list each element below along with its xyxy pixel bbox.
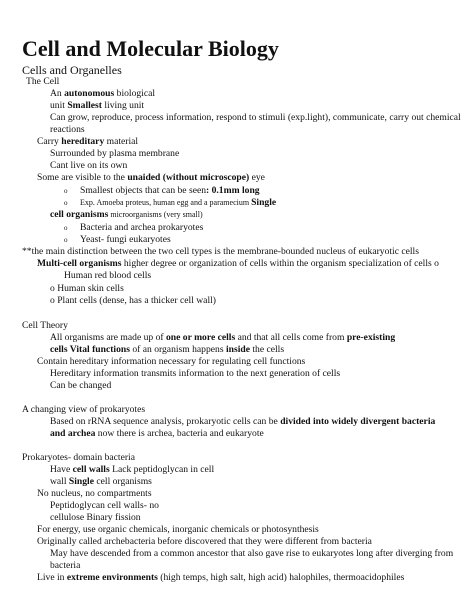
text-run: (high temps, high salt, high acid) halophiles, thermoacidophiles <box>157 572 405 583</box>
text-line <box>50 344 284 356</box>
text-run: and that all cells come from <box>235 332 347 343</box>
text-line <box>37 488 152 500</box>
text-line <box>37 136 138 148</box>
text-line <box>64 222 203 234</box>
text-line <box>50 512 141 524</box>
bold-term: cell organisms <box>50 209 109 220</box>
text-run: Carry <box>37 136 62 147</box>
text-run: Can be changed <box>50 380 112 391</box>
section-heading: Cells and Organelles <box>22 63 122 77</box>
text-run: o Human skin cells <box>50 283 124 294</box>
text-run: Cell Theory <box>22 320 68 331</box>
bold-term: Single <box>251 197 277 208</box>
bullet-marker: o <box>64 224 68 232</box>
text-run: wall <box>50 476 69 487</box>
text-run: eye <box>249 172 265 183</box>
text-run: Bacteria and archea prokaryotes <box>80 222 204 233</box>
text-line <box>50 560 80 572</box>
text-run: Surrounded by plasma membrane <box>50 148 180 159</box>
text-run: Contain hereditary information necessary for regulating cell functions <box>37 356 306 367</box>
text-line <box>50 332 395 344</box>
text-run: Originally called archebacteria before discovered that they were different from bacteria <box>37 536 372 547</box>
text-run: cell organisms <box>93 476 152 487</box>
text-run: living unit <box>101 100 145 111</box>
text-line <box>50 283 124 295</box>
text-line <box>22 404 145 416</box>
bold-term: divided into widely divergent bacteria <box>280 416 436 427</box>
text-line <box>37 172 265 184</box>
text-line <box>50 148 179 160</box>
text-line <box>22 452 135 464</box>
text-line <box>64 185 260 197</box>
bold-term: autonomous <box>64 88 115 99</box>
text-run: now there is archea, bacteria and eukaryote <box>95 428 264 439</box>
text-line <box>50 100 144 112</box>
text-line <box>50 368 340 380</box>
text-line <box>37 572 404 584</box>
text-run: of an organism happens <box>129 344 226 355</box>
text-run: the cells <box>249 344 285 355</box>
text-line <box>37 258 439 270</box>
bold-term: one or more cells <box>166 332 236 343</box>
bold-term: Multi-cell organisms <box>37 258 122 269</box>
bullet-marker: o <box>64 187 68 195</box>
text-run: All organisms are made up of <box>50 332 166 343</box>
text-line <box>22 320 68 332</box>
text-line <box>50 209 203 221</box>
text-run: An <box>50 88 65 99</box>
text-run: A changing view of prokaryotes <box>22 404 146 415</box>
text-line <box>50 500 159 512</box>
text-line <box>50 88 155 100</box>
text-line <box>37 524 319 536</box>
text-line <box>50 380 111 392</box>
text-run: Exp. Amoeba proteus, human egg and a paramecium <box>80 198 252 207</box>
text-line <box>50 124 85 136</box>
text-line <box>64 197 276 209</box>
text-run: No nucleus, no compartments <box>37 488 152 499</box>
bold-term: cells Vital functions <box>50 344 130 355</box>
text-line <box>64 234 171 246</box>
text-run: Based on rRNA sequence analysis, prokaryotic cells can be <box>50 416 281 427</box>
text-run: Smallest objects that can be seen <box>80 185 207 196</box>
text-run: Yeast- fungi eukaryotes <box>80 234 171 245</box>
text-line <box>37 356 305 368</box>
text-line <box>50 416 435 428</box>
text-line <box>50 428 264 440</box>
bullet-marker: o <box>64 199 68 207</box>
text-run: Peptidoglycan cell walls- no <box>50 500 159 511</box>
text-line <box>64 270 151 282</box>
text-line <box>26 76 59 88</box>
text-line <box>50 464 214 476</box>
bold-term: Smallest <box>67 100 102 111</box>
text-run: higher degree or organization of cells within the organism specialization of cells o <box>121 258 439 269</box>
text-run: **the main distinction between the two cell types is the membrane-bounded nucleus of eukaryotic cells <box>22 246 419 257</box>
text-run: microorganisms (very small) <box>108 210 203 219</box>
bold-term: : 0.1mm long <box>206 185 260 196</box>
text-run: For energy, use organic chemicals, inorganic chemicals or photosynthesis <box>37 524 319 535</box>
bold-term: cell walls <box>72 464 110 475</box>
bullet-marker: o <box>64 236 68 244</box>
text-run: Prokaryotes- domain bacteria <box>22 452 135 463</box>
text-run: cellulose Binary fission <box>50 512 141 523</box>
text-run: Live in <box>37 572 67 583</box>
text-run: Can grow, reproduce, process information, respond to stimuli (exp.light), communicate, carry out chemical <box>50 112 461 123</box>
text-run: reactions <box>50 124 85 135</box>
text-run: o Plant cells (dense, has a thicker cell wall) <box>50 295 216 306</box>
text-line <box>50 548 453 560</box>
page-title: Cell and Molecular Biology <box>22 36 279 61</box>
text-run: bacteria <box>50 560 81 571</box>
text-line <box>37 536 372 548</box>
bold-term: unaided (without microscope) <box>127 172 250 183</box>
text-run: Lack peptidoglycan in cell <box>109 464 215 475</box>
text-line <box>22 246 419 258</box>
text-run: biological <box>114 88 156 99</box>
bold-term: extreme environments <box>66 572 158 583</box>
text-line <box>50 476 152 488</box>
bold-term: hereditary <box>61 136 105 147</box>
text-line <box>50 112 461 124</box>
text-run: Some are visible to the <box>37 172 128 183</box>
text-run: unit <box>50 100 68 111</box>
text-run: The Cell <box>26 76 60 87</box>
bold-term: pre-existing <box>346 332 396 343</box>
text-line <box>50 160 127 172</box>
text-run: material <box>104 136 139 147</box>
text-run: Human red blood cells <box>64 270 152 281</box>
text-run: May have descended from a common ancestor that also gave rise to eukaryotes long after diverging from <box>50 548 454 559</box>
bold-term: Single <box>68 476 94 487</box>
text-run: Hereditary information transmits information to the next generation of cells <box>50 368 341 379</box>
text-run: Cant live on its own <box>50 160 128 171</box>
bold-term: and archea <box>50 428 96 439</box>
text-line <box>50 295 216 307</box>
bold-term: inside <box>225 344 250 355</box>
text-run: Have <box>50 464 73 475</box>
